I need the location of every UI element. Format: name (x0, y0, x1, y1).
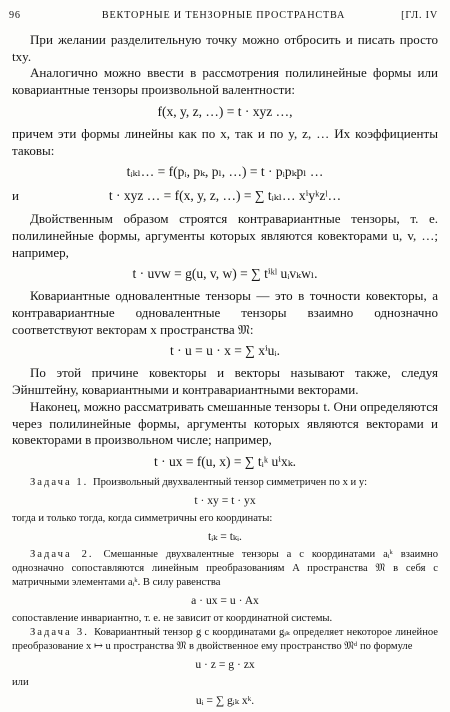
equation: t · u = u · x = ∑ xⁱuᵢ. (169, 343, 281, 359)
page-body (12, 32, 438, 712)
problem-label: Задача 2. (30, 548, 104, 560)
paragraph: причем эти формы линейны как по x, так и по y, z, … Их коэффициенты таковы: (12, 125, 438, 158)
running-title: ВЕКТОРНЫЕ И ТЕНЗОРНЫЕ ПРОСТРАНСТВА (101, 10, 346, 21)
problem-label: Задача 3. (30, 626, 95, 638)
problem-1 (12, 476, 438, 490)
problem-label: Задача 1. (30, 476, 93, 488)
equation: t · xy = t · yx (194, 493, 256, 507)
page-number: 96 (9, 10, 21, 21)
equation: t · ux = f(u, x) = ∑ tᵢᵏ uⁱxₖ. (153, 453, 297, 469)
paragraph: По этой причине ковекторы и векторы называют также, следуя Эйнштейну, ковариантными и контравариантными векторами. (12, 365, 438, 398)
equation: t · uvw = g(u, v, w) = ∑ tⁱᵏˡ uᵢvₖwₗ. (132, 266, 318, 282)
paragraph: или (12, 676, 29, 688)
equation: uᵢ = ∑ gᵢₖ xᵏ. (195, 693, 255, 707)
equation: u · z = g · zx (195, 657, 255, 671)
paragraph: Ковариантные одновалентные тензоры — это в точности ковекторы, а контравариантные одновалентные тензоры взаимно однозначно соответствуют векторам x пространства 𝔐: (12, 288, 438, 337)
equation: tᵢₖₗ… = f(pᵢ, pₖ, pₗ, …) = t · pᵢpₖpₗ … (126, 164, 324, 180)
equation: t · xyz … = f(x, y, z, …) = ∑ tᵢₖₗ… xⁱyᵏzˡ… (108, 188, 342, 204)
problem-text: Произвольный двухвалентный тензор симметричен по x и y: (92, 476, 368, 488)
conjunction-label: и (12, 188, 19, 204)
equation-row (12, 186, 438, 207)
problem-3 (12, 626, 438, 654)
equation: f(x, y, z, …) = t · xyz …, (157, 103, 293, 119)
problem-2 (12, 548, 438, 590)
paragraph: Наконец, можно рассматривать смешанные тензоры t. Они определяются через полилинейные формы, аргументы которых являются векторами и ковекторами в произвольном числе; например, (12, 398, 438, 448)
equation: a · ux = u · Ax (191, 593, 259, 607)
paragraph: сопоставление инвариантно, т. е. не зависит от координатной системы. (12, 612, 333, 624)
equation: tᵢₖ = tₖᵢ. (208, 529, 242, 543)
problem-text: Смешанные двухвалентные тензоры a с координатами aᵢᵏ взаимно однозначно сопоставляются линейным преобразованиям A пространства 𝔐 в себя с матричными элементами aᵢᵏ. В силу равенства (12, 548, 438, 588)
chapter-label: [ГЛ. IV (401, 10, 438, 21)
paragraph: тогда и только тогда, когда симметричны его координаты: (12, 512, 273, 524)
paragraph: Двойственным образом строятся контравариантные тензоры, т. е. полилинейные формы, аргументы которых являются ковекторами u, v, …; например, (12, 211, 438, 260)
paragraph: При желании разделительную точку можно отбросить и писать просто txy. (12, 32, 438, 64)
problem-text: Ковариантный тензор g с координатами gᵢₖ определяет некоторое линейное преобразование x ↦ u пространства 𝔐 в двойственное ему пространство 𝔐ᵈ по формуле (12, 626, 438, 652)
running-header (9, 10, 438, 24)
paragraph: Аналогично можно ввести в рассмотрения полилинейные формы или ковариантные тензоры произвольной валентности: (12, 65, 438, 98)
